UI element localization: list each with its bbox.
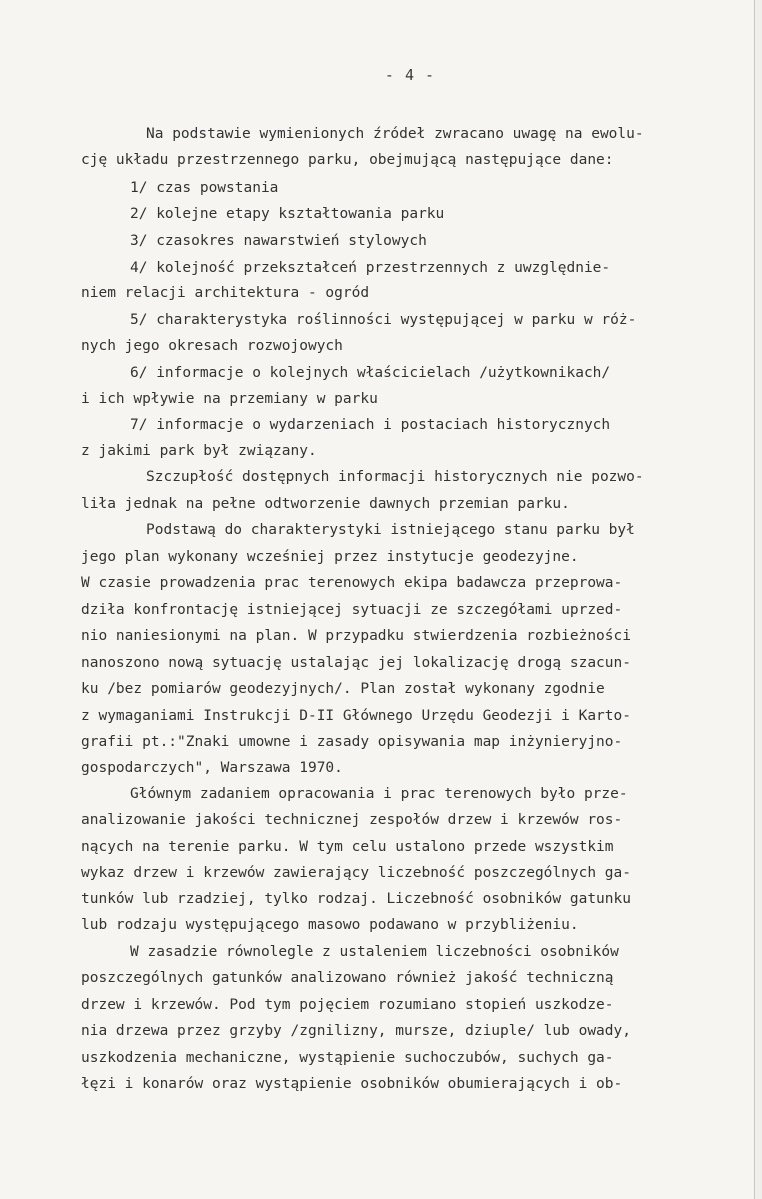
paragraph-start: Głównym zadaniem opracowania i prac terenowych było prze- bbox=[130, 786, 628, 802]
list-item: 2/ kolejne etapy kształtowania parku bbox=[130, 206, 445, 222]
text-line: gospodarczych", Warszawa 1970. bbox=[81, 760, 343, 776]
text-line: nia drzewa przez grzyby /zgnilizny, mursze, dziuple/ lub owady, bbox=[81, 1023, 631, 1039]
text-line: cję układu przestrzennego parku, obejmującą następujące dane: bbox=[81, 152, 614, 168]
text-line: ku /bez pomiarów geodezyjnych/. Plan został wykonany zgodnie bbox=[81, 681, 605, 697]
list-item: 5/ charakterystyka roślinności występującej w parku w róż- bbox=[130, 312, 637, 328]
text-line: uszkodzenia mechaniczne, wystąpienie suchoczubów, suchych ga- bbox=[81, 1050, 614, 1066]
text-line: jego plan wykonany wcześniej przez instytucje geodezyjne. bbox=[81, 549, 579, 565]
text-line: nanoszono nową sytuację ustalając jej lokalizację drogą szacun- bbox=[81, 655, 631, 671]
text-line: wykaz drzew i krzewów zawierający liczebność poszczególnych ga- bbox=[81, 865, 631, 881]
text-line: dziła konfrontację istniejącej sytuacji ze szczegółami uprzed- bbox=[81, 602, 623, 618]
text-line: analizowanie jakości technicznej zespołów drzew i krzewów ros- bbox=[81, 812, 623, 828]
text-line: niem relacji architektura - ogród bbox=[81, 285, 370, 301]
text-line: z wymaganiami Instrukcji D-II Głównego Urzędu Geodezji i Karto- bbox=[81, 708, 631, 724]
text-line: drzew i krzewów. Pod tym pojęciem rozumiano stopień uszkodze- bbox=[81, 997, 614, 1013]
text-line: liła jednak na pełne odtworzenie dawnych przemian parku. bbox=[81, 496, 570, 512]
text-line: poszczególnych gatunków analizowano również jakość techniczną bbox=[81, 970, 614, 986]
text-line: łęzi i konarów oraz wystąpienie osobników obumierających i ob- bbox=[81, 1076, 623, 1092]
text-line: Na podstawie wymienionych źródeł zwracano uwagę na ewolu- bbox=[146, 126, 644, 142]
list-item: 7/ informacje o wydarzeniach i postaciach historycznych bbox=[130, 417, 611, 433]
paragraph-start: Szczupłość dostępnych informacji historycznych nie pozwo- bbox=[146, 469, 644, 485]
page-number: - 4 - bbox=[384, 66, 436, 84]
text-line: z jakimi park był związany. bbox=[81, 443, 317, 459]
list-item: 6/ informacje o kolejnych właścicielach /użytkownikach/ bbox=[130, 365, 611, 381]
paragraph-start: W zasadzie równolegle z ustaleniem liczebności osobników bbox=[130, 944, 619, 960]
text-line: lub rodzaju występującego masowo podawano w przybliżeniu. bbox=[81, 917, 579, 933]
text-line: W czasie prowadzenia prac terenowych ekipa badawcza przeprowa- bbox=[81, 575, 623, 591]
text-line: tunków lub rzadziej, tylko rodzaj. Liczebność osobników gatunku bbox=[81, 891, 631, 907]
text-line: nio naniesionymi na plan. W przypadku stwierdzenia rozbieżności bbox=[81, 628, 631, 644]
list-item: 1/ czas powstania bbox=[130, 180, 279, 196]
page-edge bbox=[754, 0, 755, 1199]
text-line: grafii pt.:"Znaki umowne i zasady opisywania map inżynieryjno- bbox=[81, 734, 623, 750]
text-line: i ich wpływie na przemiany w parku bbox=[81, 391, 378, 407]
paragraph-start: Podstawą do charakterystyki istniejącego stanu parku był bbox=[146, 522, 635, 538]
list-item: 3/ czasokres nawarstwień stylowych bbox=[130, 233, 427, 249]
text-line: nych jego okresach rozwojowych bbox=[81, 338, 343, 354]
text-line: nących na terenie parku. W tym celu ustalono przede wszystkim bbox=[81, 839, 614, 855]
list-item: 4/ kolejność przekształceń przestrzennych z uwzględnie- bbox=[130, 260, 611, 276]
